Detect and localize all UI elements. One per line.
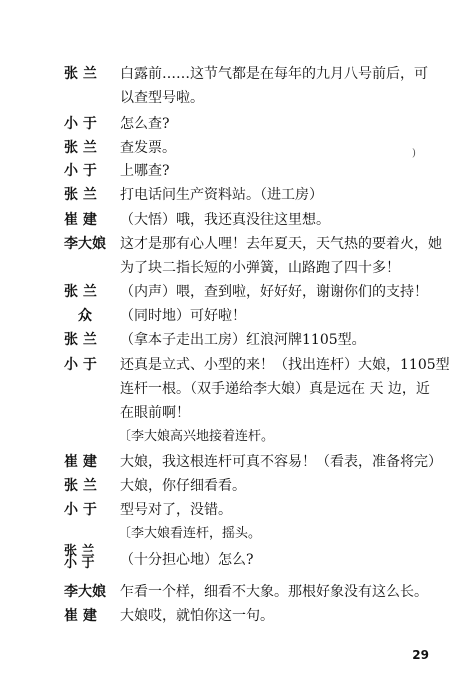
- speaker-label: 李大娘: [64, 584, 106, 600]
- dialogue-text: （内声）喂，查到啦，好好好，谢谢你们的支持！: [120, 284, 428, 300]
- speaker-label: 崔 建: [64, 608, 97, 624]
- speaker-label: 小 于: [64, 163, 97, 179]
- speaker-label: 李大娘: [64, 236, 106, 252]
- dialogue-line: [0, 604, 471, 628]
- dialogue-line: [0, 474, 471, 498]
- stage-direction-text: 〔李大娘看连杆，摇头。: [118, 526, 262, 541]
- dialogue-line: [0, 86, 471, 110]
- dialogue-line: [0, 580, 471, 604]
- speaker-label: 张 兰: [64, 284, 97, 300]
- dialogue-line: [0, 183, 471, 207]
- dialogue-line: [0, 450, 471, 474]
- dialogue-line: [0, 304, 471, 328]
- dialogue-line: [0, 498, 471, 522]
- speaker-label: 崔 建: [64, 212, 97, 228]
- dialogue-text: 怎么查?: [120, 116, 170, 132]
- dialogue-text: 连杆一根。（双手递给李大娘）真是远在 天 边，近: [120, 381, 430, 397]
- dialogue-line: [0, 159, 471, 183]
- dialogue-text: 白露前……这节气都是在每年的九月八号前后，可: [120, 66, 428, 82]
- speaker-label-part: 张 兰: [64, 544, 95, 559]
- speaker-label: 张 兰: [64, 66, 97, 82]
- dialogue-text: （大悟）哦，我还真没往这里想。: [120, 212, 330, 228]
- page-number: 29: [412, 648, 429, 662]
- dialogue-line: [0, 208, 471, 232]
- speaker-label: 张 兰: [64, 478, 97, 494]
- dialogue-line: [0, 328, 471, 352]
- speaker-label-stacked: [64, 546, 112, 570]
- speaker-label: 崔 建: [64, 454, 97, 470]
- speaker-label: 众: [78, 308, 92, 324]
- dialogue-text: （拿本子走出工房）红浪河牌1105型。: [120, 332, 366, 348]
- stage-direction: [0, 522, 471, 546]
- dialogue-text: 还真是立式、小型的来！（找出连杆）大娘，1105型: [120, 357, 450, 373]
- dialogue-line: [0, 401, 471, 425]
- dialogue-text: 这才是那有心人哩！去年夏天，天气热的要着火，她: [120, 236, 442, 252]
- dialogue-line: [0, 280, 471, 304]
- dialogue-line: [0, 112, 471, 136]
- dialogue-line: [0, 62, 471, 86]
- dialogue-line: [0, 353, 471, 377]
- dialogue-text: 查发票。: [120, 140, 176, 156]
- dialogue-text: 上哪查?: [120, 163, 170, 179]
- dialogue-line: [0, 256, 471, 280]
- speaker-label-part: 小 于: [64, 556, 95, 571]
- dialogue-text: 大娘哎，就怕你这一句。: [120, 608, 274, 624]
- speaker-label: 小 于: [64, 357, 97, 373]
- stray-mark: ): [412, 148, 416, 159]
- dialogue-line: [0, 136, 471, 160]
- dialogue-text: （十分担心地）怎么?: [120, 552, 254, 568]
- stage-direction-text: 〔李大娘高兴地接着连杆。: [118, 429, 275, 444]
- dialogue-text: 以查型号啦。: [120, 90, 204, 106]
- dialogue-text: 大娘，我这根连杆可真不容易！（看表，准备将完）: [120, 454, 442, 470]
- dialogue-text: 打电话问生产资料站。（进工房）: [120, 187, 323, 203]
- speaker-label: 张 兰: [64, 140, 97, 156]
- dialogue-text: （同时地）可好啦！: [120, 308, 246, 324]
- stage-direction: [0, 425, 471, 449]
- dialogue-text: 大娘，你仔细看看。: [120, 478, 246, 494]
- speaker-label: 张 兰: [64, 187, 97, 203]
- dialogue-text: 乍看一个样，细看不大象。那根好象没有这么长。: [120, 584, 428, 600]
- dialogue-text: 在眼前啊！: [120, 405, 190, 421]
- dialogue-text: 型号对了，没错。: [120, 502, 232, 518]
- dialogue-text: 为了块二指长短的小弹簧，山路跑了四十多！: [120, 260, 400, 276]
- dialogue-line: [0, 377, 471, 401]
- speaker-label: 张 兰: [64, 332, 97, 348]
- speaker-label: [64, 546, 112, 570]
- dialogue-line: [0, 544, 471, 572]
- speaker-label: 小 于: [64, 116, 97, 132]
- dialogue-line: [0, 232, 471, 256]
- speaker-label: 小 于: [64, 502, 97, 518]
